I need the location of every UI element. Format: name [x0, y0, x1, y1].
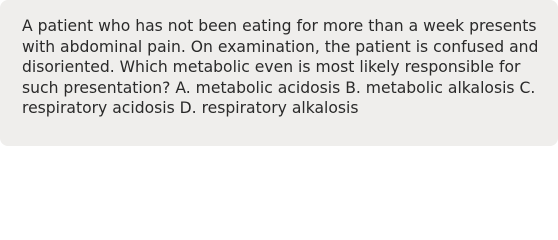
question-text: A patient who has not been eating for more than a week presents with abdominal pain. On examination, the patient is confused and disoriented. Which metabolic even is most likely responsible for such presentation? A. metabolic acidosis B. metabolic alkalosis C. respiratory acidosis D. respiratory alkalosis	[22, 17, 539, 118]
